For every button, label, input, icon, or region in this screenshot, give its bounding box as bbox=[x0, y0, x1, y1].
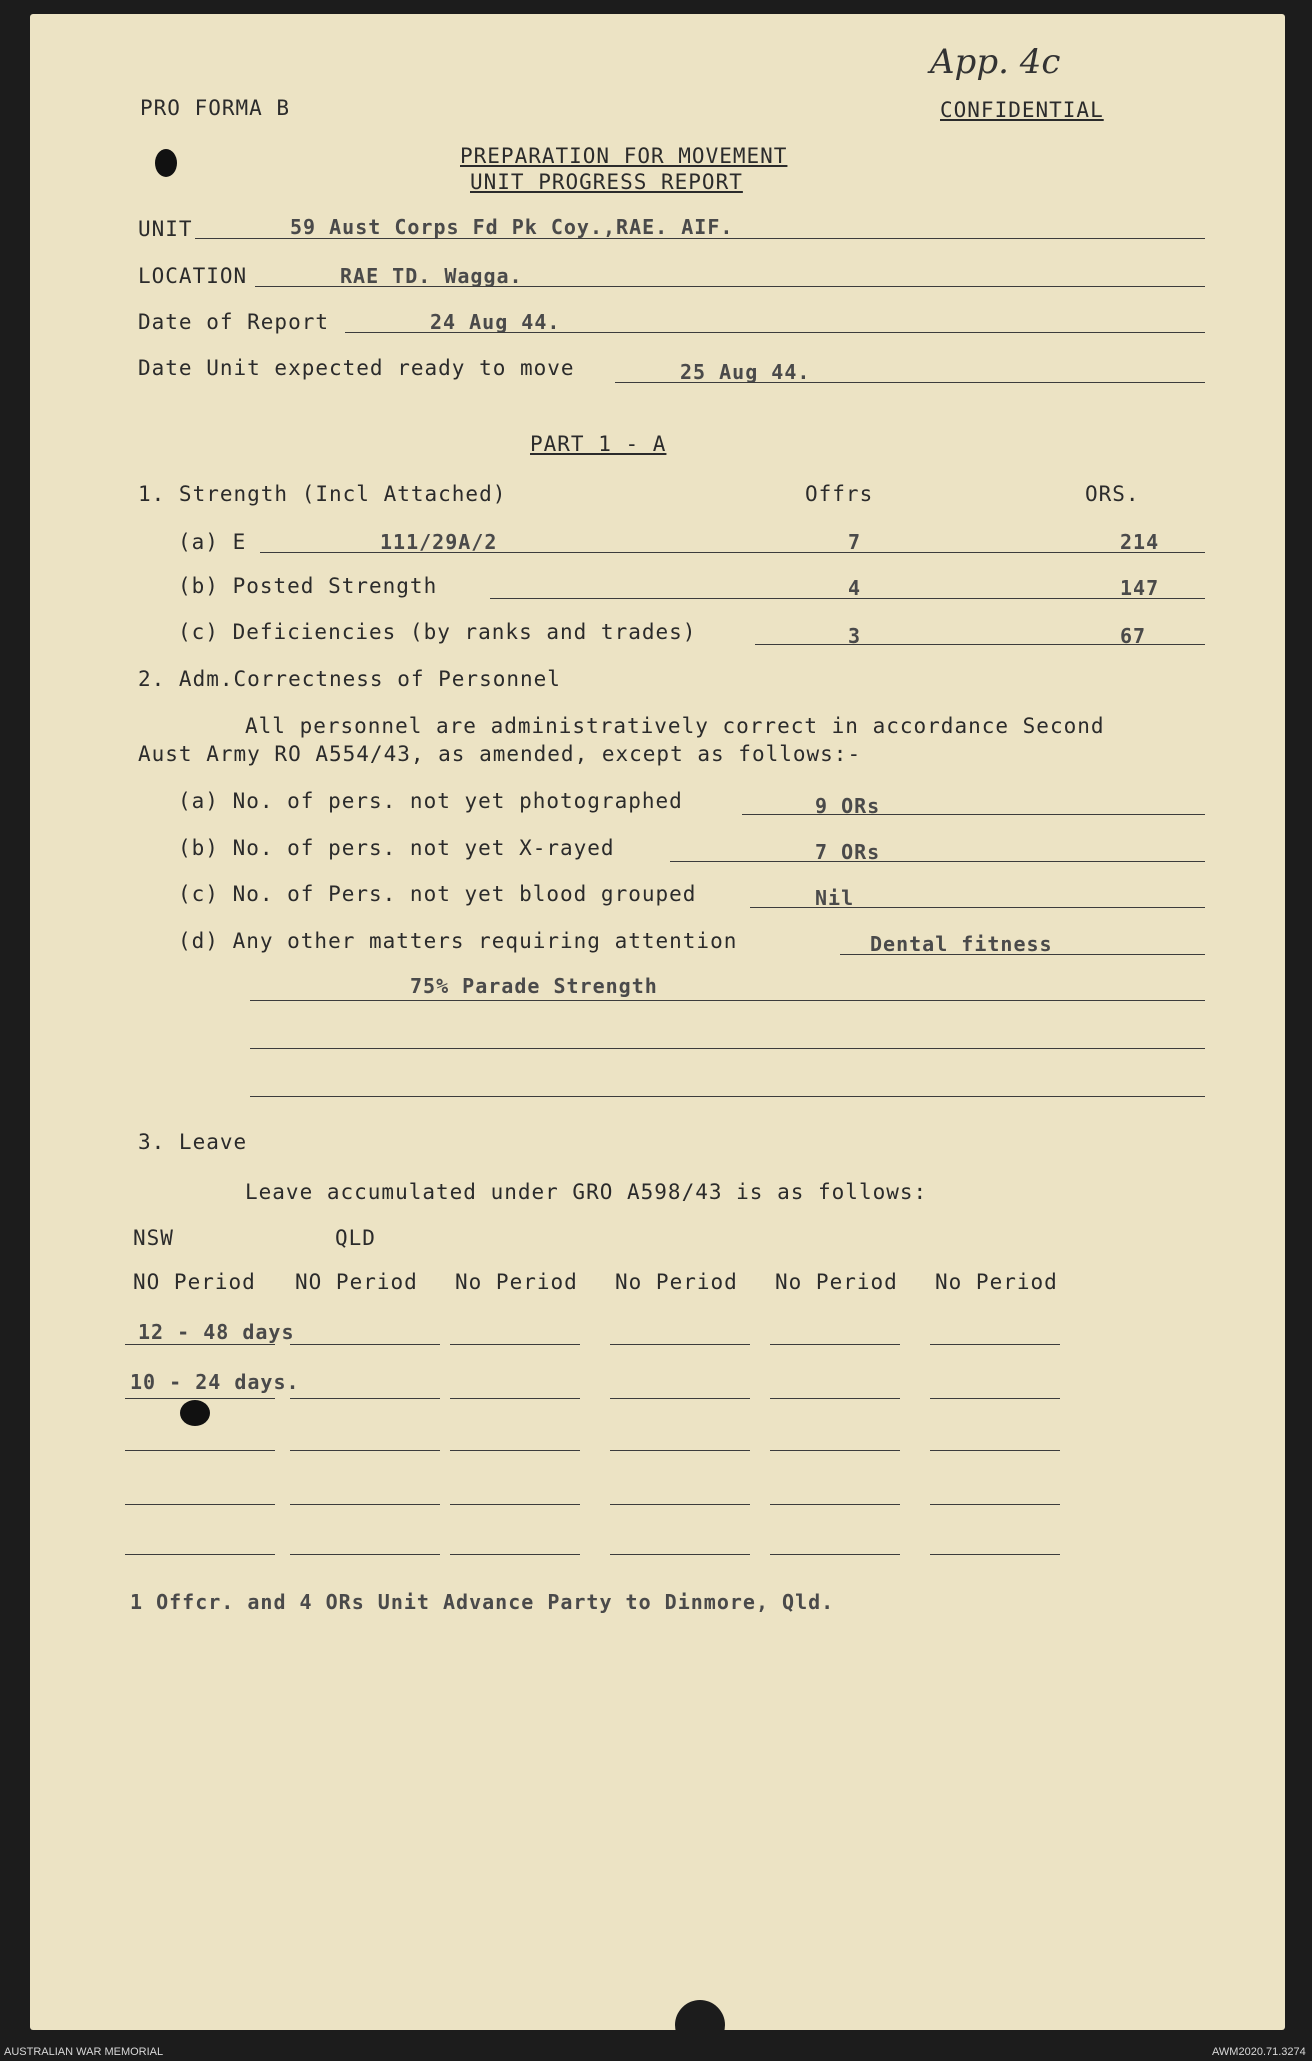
strength-row-c-line bbox=[755, 644, 1205, 645]
admin-para-line-2: Aust Army RO A554/43, as amended, except as follows:- bbox=[138, 742, 862, 766]
admin-blank-line-3 bbox=[250, 1096, 1205, 1097]
strength-row-c-label: (c) Deficiencies (by ranks and trades) bbox=[178, 620, 697, 644]
admin-continuation: 75% Parade Strength bbox=[410, 974, 658, 998]
report-date-label: Date of Report bbox=[138, 310, 330, 334]
title-line-2: UNIT PROGRESS REPORT bbox=[470, 170, 743, 194]
leave-state-nsw: NSW bbox=[133, 1226, 174, 1250]
admin-heading: 2. Adm.Correctness of Personnel bbox=[138, 667, 561, 691]
leave-col-header: No Period bbox=[455, 1270, 578, 1294]
strength-row-a-ref: 111/29A/2 bbox=[380, 530, 498, 554]
leave-col-header: No Period bbox=[775, 1270, 898, 1294]
admin-item-d-value: Dental fitness bbox=[870, 932, 1053, 956]
admin-para-line-1: All personnel are administratively correct in accordance Second bbox=[245, 714, 1105, 738]
classification: CONFIDENTIAL bbox=[940, 98, 1104, 122]
leave-col-header: No Period bbox=[615, 1270, 738, 1294]
admin-item-a-line bbox=[742, 814, 1205, 815]
ink-blot bbox=[155, 149, 177, 177]
admin-item-c-label: (c) No. of Pers. not yet blood grouped bbox=[178, 882, 697, 906]
admin-item-a-value: 9 ORs bbox=[815, 794, 881, 818]
col-ors: ORS. bbox=[1085, 482, 1140, 506]
part-heading: PART 1 - A bbox=[530, 432, 667, 456]
leave-col-header: NO Period bbox=[295, 1270, 418, 1294]
leave-heading: 3. Leave bbox=[138, 1130, 248, 1154]
admin-item-c-line bbox=[750, 907, 1205, 908]
ready-date-label: Date Unit expected ready to move bbox=[138, 356, 575, 380]
strength-row-b-label: (b) Posted Strength bbox=[178, 574, 438, 598]
leave-entry-1: 12 - 48 days bbox=[138, 1320, 295, 1344]
handwritten-annotation: App. 4c bbox=[930, 42, 1061, 82]
ink-blot bbox=[180, 1400, 210, 1426]
strength-row-c-ors: 67 bbox=[1120, 624, 1147, 648]
location-label: LOCATION bbox=[138, 264, 248, 288]
report-date-value: 24 Aug 44. bbox=[430, 310, 561, 334]
leave-intro: Leave accumulated under GRO A598/43 is as follows: bbox=[245, 1180, 928, 1204]
strength-row-a-ors: 214 bbox=[1120, 530, 1160, 554]
paper-notch bbox=[675, 2000, 725, 2050]
admin-item-d-line bbox=[840, 954, 1205, 955]
form-label: PRO FORMA B bbox=[140, 96, 291, 120]
footer-right: AWM2020.71.3274 bbox=[1212, 2046, 1306, 2058]
unit-label: UNIT bbox=[138, 217, 193, 241]
footer-left: AUSTRALIAN WAR MEMORIAL bbox=[4, 2046, 164, 2058]
title-line-1: PREPARATION FOR MOVEMENT bbox=[460, 144, 788, 168]
unit-value: 59 Aust Corps Fd Pk Coy.,RAE. AIF. bbox=[290, 215, 734, 239]
leave-col-header: NO Period bbox=[133, 1270, 256, 1294]
admin-item-c-value: Nil bbox=[815, 886, 855, 910]
col-offrs: Offrs bbox=[805, 482, 874, 506]
admin-item-d-label: (d) Any other matters requiring attention bbox=[178, 929, 738, 953]
ready-date-value: 25 Aug 44. bbox=[680, 360, 811, 384]
strength-row-a-label: (a) E bbox=[178, 530, 247, 554]
strength-row-a-line bbox=[260, 552, 1205, 553]
admin-blank-line-2 bbox=[250, 1048, 1205, 1049]
unit-line bbox=[195, 238, 1205, 239]
admin-item-b-line bbox=[670, 861, 1205, 862]
report-date-line bbox=[345, 332, 1205, 333]
document-page bbox=[30, 14, 1285, 2030]
leave-state-qld: QLD bbox=[335, 1226, 376, 1250]
admin-item-a-label: (a) No. of pers. not yet photographed bbox=[178, 789, 683, 813]
strength-row-b-offrs: 4 bbox=[848, 576, 862, 600]
ready-date-line bbox=[615, 382, 1205, 383]
admin-blank-line-1 bbox=[250, 1000, 1205, 1001]
leave-entry-2: 10 - 24 days. bbox=[130, 1370, 300, 1394]
admin-item-b-label: (b) No. of pers. not yet X-rayed bbox=[178, 836, 615, 860]
strength-row-b-ors: 147 bbox=[1120, 576, 1160, 600]
location-value: RAE TD. Wagga. bbox=[340, 264, 523, 288]
admin-item-b-value: 7 ORs bbox=[815, 840, 881, 864]
strength-row-c-offrs: 3 bbox=[848, 624, 862, 648]
remark: 1 Offcr. and 4 ORs Unit Advance Party to Dinmore, Qld. bbox=[130, 1590, 835, 1614]
strength-row-b-line bbox=[490, 598, 1205, 599]
strength-row-a-offrs: 7 bbox=[848, 530, 862, 554]
location-line bbox=[255, 286, 1205, 287]
leave-col-header: No Period bbox=[935, 1270, 1058, 1294]
strength-heading: 1. Strength (Incl Attached) bbox=[138, 482, 507, 506]
